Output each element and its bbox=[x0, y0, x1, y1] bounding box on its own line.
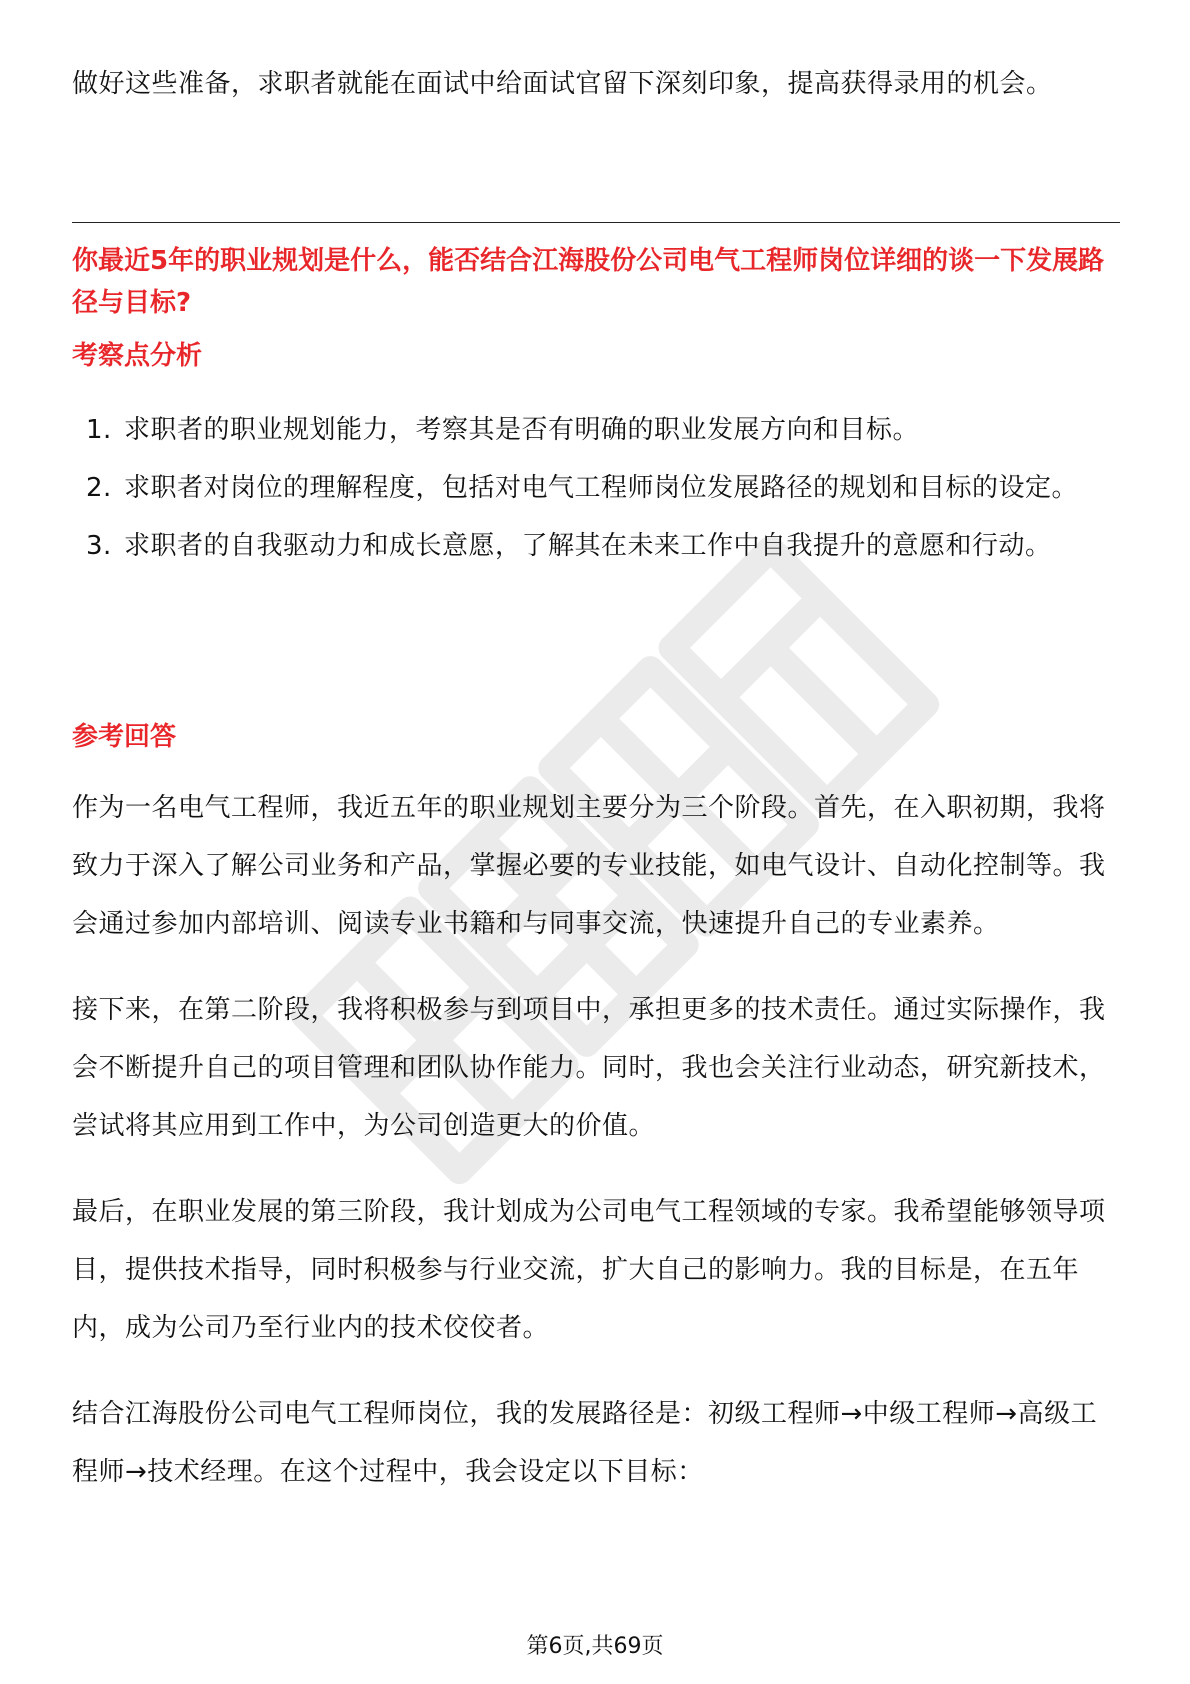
question-heading: 你最近5年的职业规划是什么，能否结合江海股份公司电气工程师岗位详细的谈一下发展路径与目标? bbox=[72, 246, 1105, 318]
list-item-text: 求职者的自我驱动力和成长意愿，了解其在未来工作中自我提升的意愿和行动。 bbox=[124, 531, 1052, 561]
list-item bbox=[72, 401, 1120, 459]
list-item-text: 求职者的职业规划能力，考察其是否有明确的职业发展方向和目标。 bbox=[124, 415, 920, 445]
answer-paragraph: 结合江海股份公司电气工程师岗位，我的发展路径是：初级工程师→中级工程师→高级工程师→技术经理。在这个过程中，我会设定以下目标： bbox=[72, 1399, 1098, 1487]
analysis-heading: 考察点分析 bbox=[72, 341, 203, 371]
list-item-text: 求职者对岗位的理解程度，包括对电气工程师岗位发展路径的规划和目标的设定。 bbox=[124, 473, 1079, 503]
page-footer: 第6页,共69页 bbox=[526, 1634, 664, 1659]
list-item-number: 3. bbox=[86, 531, 112, 561]
analysis-list bbox=[72, 401, 1120, 575]
list-item bbox=[72, 459, 1120, 517]
answer-body bbox=[72, 779, 1120, 1529]
intro-paragraph: 做好这些准备，求职者就能在面试中给面试官留下深刻印象，提高获得录用的机会。 bbox=[72, 69, 1053, 99]
answer-paragraph: 作为一名电气工程师，我近五年的职业规划主要分为三个阶段。首先，在入职初期，我将致力于深入了解公司业务和产品，掌握必要的专业技能，如电气设计、自动化控制等。我会通过参加内部培训、阅读专业书籍和与同事交流，快速提升自己的专业素养。 bbox=[72, 793, 1106, 939]
list-item-number: 1. bbox=[86, 415, 112, 445]
section-divider bbox=[72, 222, 1120, 223]
answer-paragraph: 最后，在职业发展的第三阶段，我计划成为公司电气工程领域的专家。我希望能够领导项目，提供技术指导，同时积极参与行业交流，扩大自己的影响力。我的目标是，在五年内，成为公司乃至行业内的技术佼佼者。 bbox=[72, 1197, 1106, 1343]
list-item-number: 2. bbox=[86, 473, 112, 503]
answer-paragraph: 接下来，在第二阶段，我将积极参与到项目中，承担更多的技术责任。通过实际操作，我会不断提升自己的项目管理和团队协作能力。同时，我也会关注行业动态，研究新技术，尝试将其应用到工作中，为公司创造更大的价值。 bbox=[72, 995, 1106, 1141]
answer-heading: 参考回答 bbox=[72, 722, 177, 752]
list-item bbox=[72, 517, 1120, 575]
